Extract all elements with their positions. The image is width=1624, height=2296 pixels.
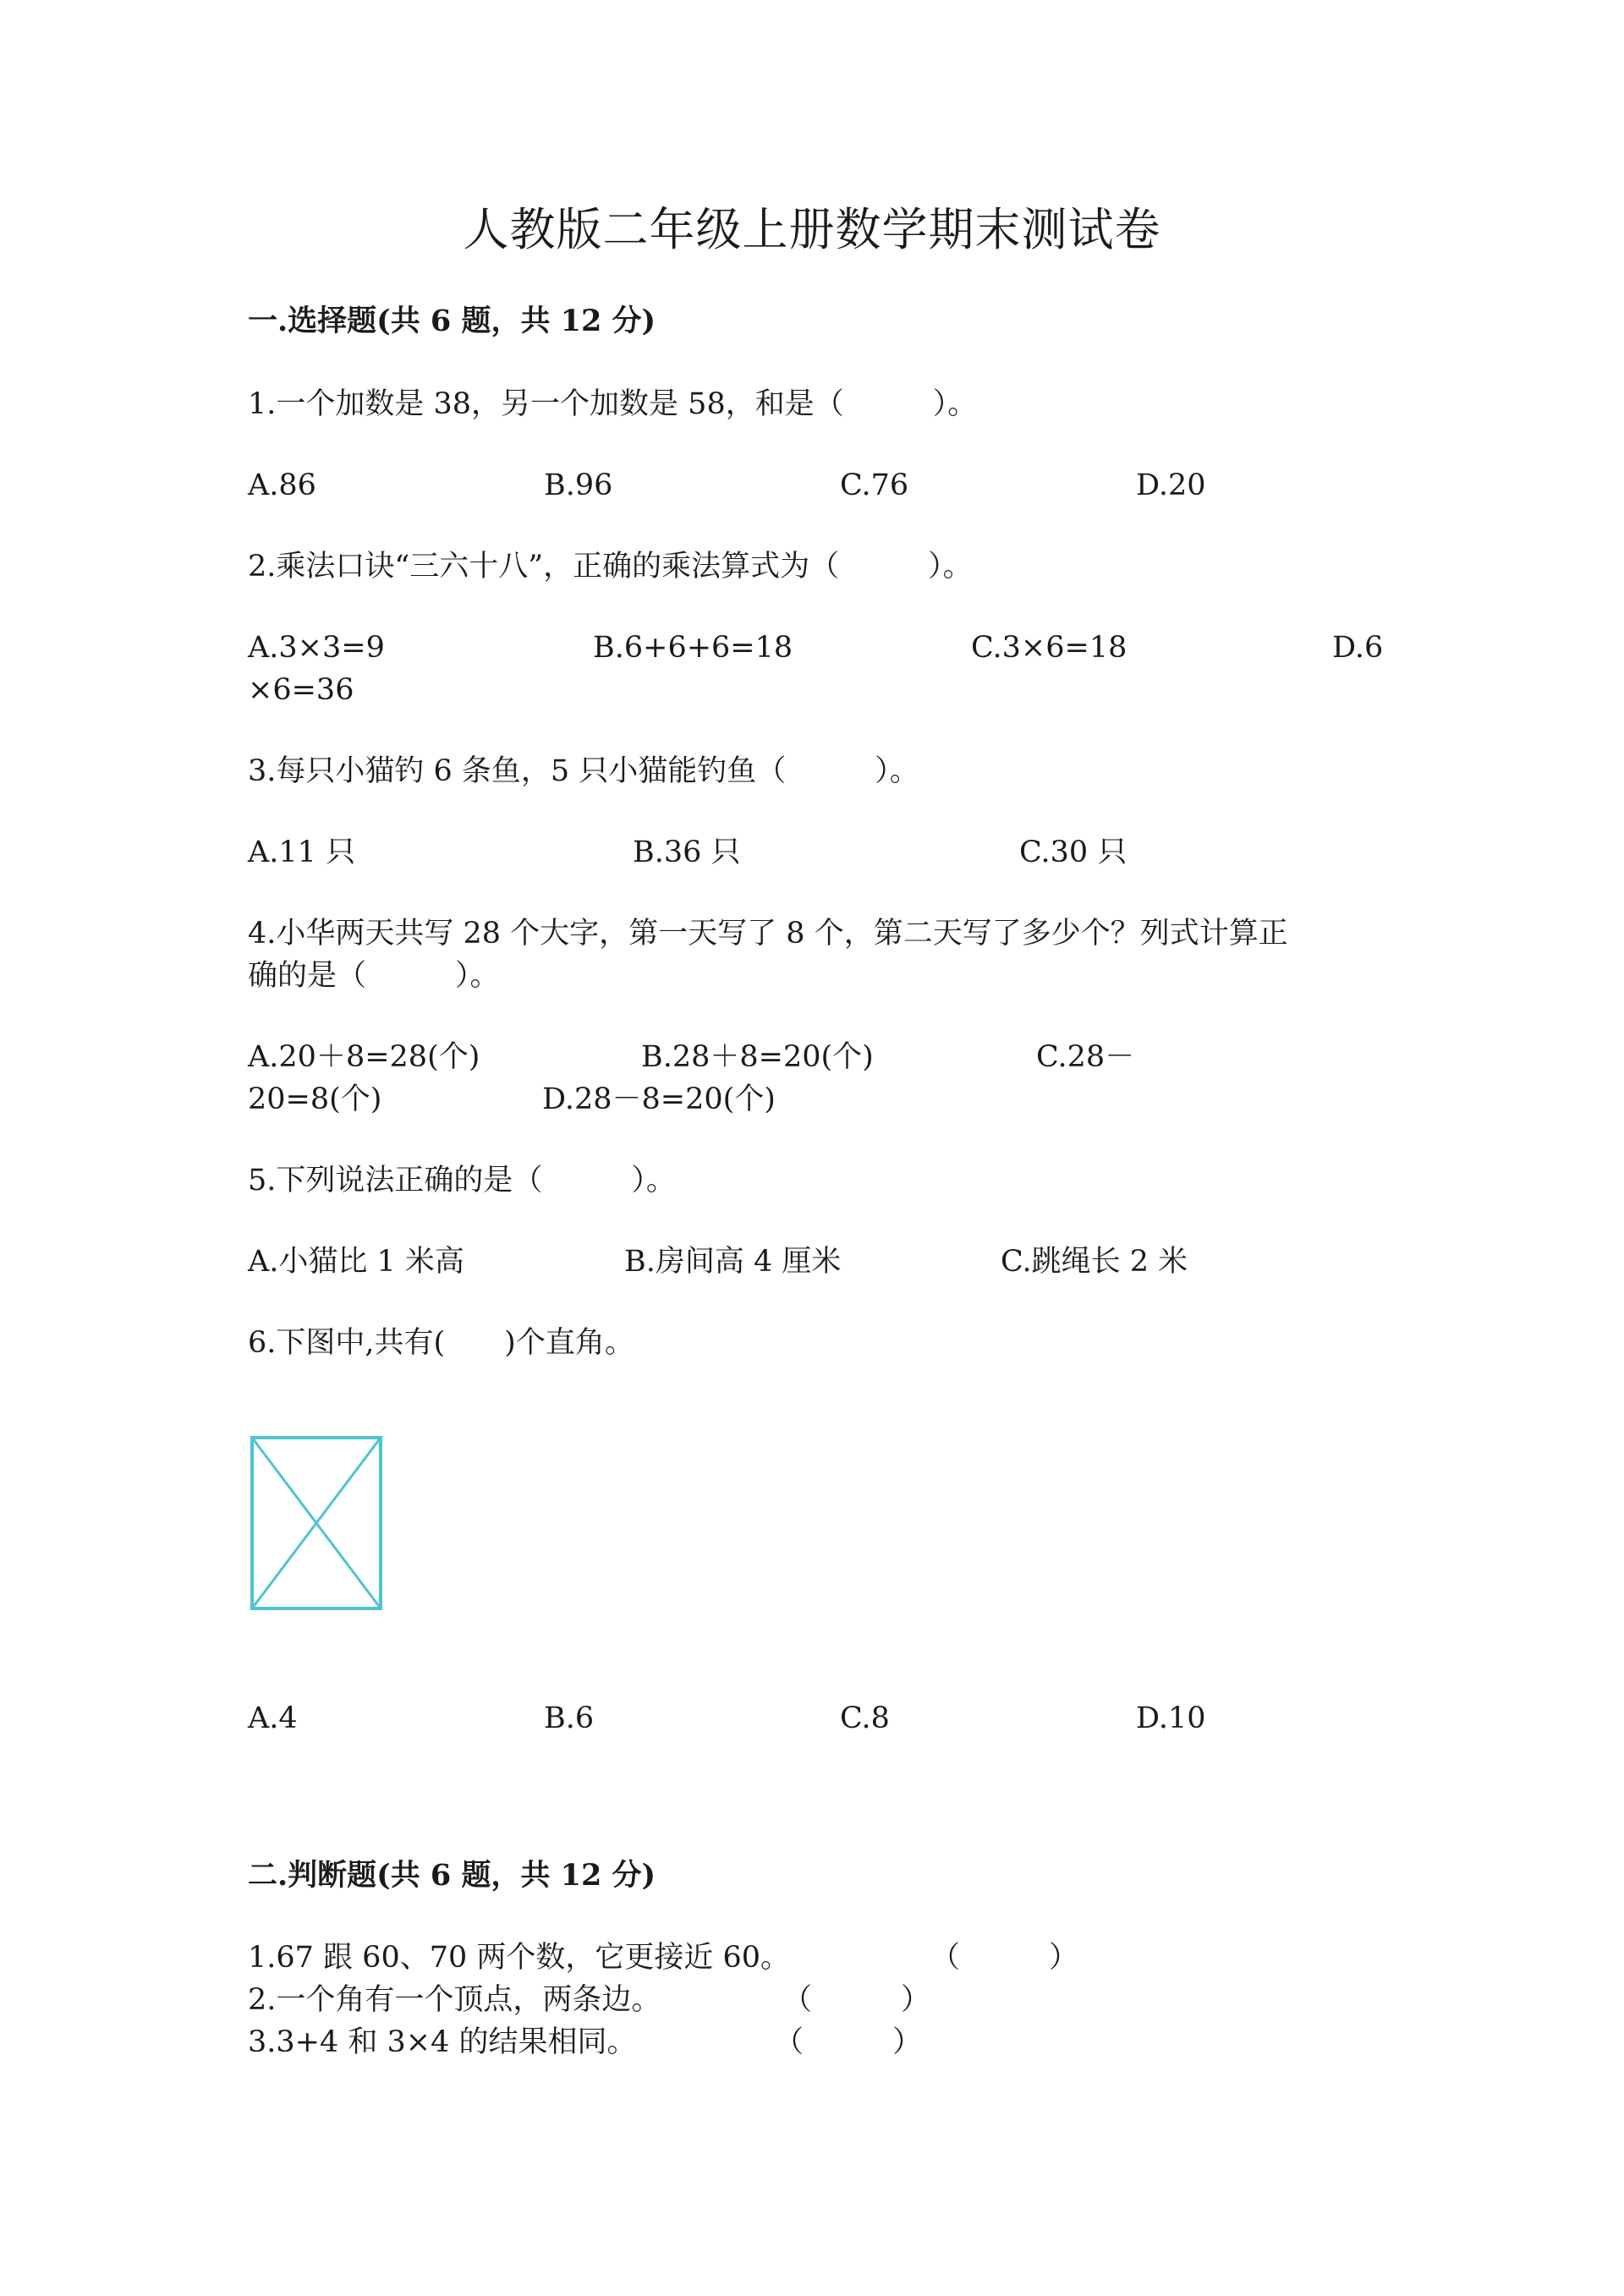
question-4-option-b: B.28＋8=20(个) bbox=[641, 1040, 874, 1074]
judgment-item-1-bracket: （ ） bbox=[930, 1941, 1079, 1975]
question-4-text-line1: 4.小华两天共写 28 个大字，第一天写了 8 个，第二天写了多少个？列式计算正 bbox=[248, 917, 1288, 951]
question-4-option-c-cont: 20=8(个) bbox=[248, 1082, 382, 1116]
question-1-option-d: D.20 bbox=[1136, 469, 1206, 502]
question-1-text: 1.一个加数是 38，另一个加数是 58，和是（ ）。 bbox=[248, 387, 978, 421]
section-heading-true-false: 二.判断题(共 6 题，共 12 分) bbox=[248, 1858, 656, 1893]
question-5-option-c: C.跳绳长 2 米 bbox=[1001, 1245, 1188, 1279]
page-title: 人教版二年级上册数学期末测试卷 bbox=[463, 203, 1161, 256]
question-6-text: 6.下图中,共有( )个直角。 bbox=[248, 1326, 634, 1360]
question-3-text: 3.每只小猫钓 6 条鱼，5 只小猫能钓鱼（ ）。 bbox=[248, 754, 919, 788]
question-5-option-b: B.房间高 4 厘米 bbox=[624, 1245, 842, 1279]
question-4-option-c: C.28－ bbox=[1036, 1040, 1135, 1074]
judgment-item-2-text: 2.一个角有一个顶点，两条边。 bbox=[248, 1983, 661, 2017]
rectangle-diagonals-figure bbox=[249, 1434, 384, 1612]
judgment-item-3-bracket: （ ） bbox=[774, 2025, 923, 2059]
question-5-text: 5.下列说法正确的是（ ）。 bbox=[248, 1164, 676, 1197]
question-3-option-c: C.30 只 bbox=[1019, 836, 1127, 869]
question-3-option-b: B.36 只 bbox=[633, 836, 741, 869]
question-2-option-b: B.6+6+6=18 bbox=[593, 631, 793, 665]
question-1-option-b: B.96 bbox=[544, 469, 613, 502]
judgment-item-1-text: 1.67 跟 60、70 两个数，它更接近 60。 bbox=[248, 1941, 791, 1975]
question-2-option-c: C.3×6=18 bbox=[971, 631, 1127, 665]
judgment-item-3-text: 3.3+4 和 3×4 的结果相同。 bbox=[248, 2025, 637, 2059]
question-3-option-a: A.11 只 bbox=[248, 836, 356, 869]
question-6-option-b: B.6 bbox=[544, 1701, 595, 1735]
question-1-option-c: C.76 bbox=[840, 469, 909, 502]
question-6-option-d: D.10 bbox=[1136, 1701, 1206, 1735]
question-2-option-a: A.3×3=9 bbox=[248, 631, 385, 665]
question-1-option-a: A.86 bbox=[248, 469, 316, 502]
judgment-item-2-bracket: （ ） bbox=[782, 1983, 931, 2017]
question-2-text: 2.乘法口诀“三六十八”，正确的乘法算式为（ ）。 bbox=[248, 550, 973, 584]
question-6-option-a: A.4 bbox=[248, 1701, 298, 1735]
question-4-text-line2: 确的是（ ）。 bbox=[248, 959, 500, 993]
question-2-option-d: D.6 bbox=[1332, 631, 1384, 665]
question-5-option-a: A.小猫比 1 米高 bbox=[248, 1245, 464, 1279]
question-4-option-d: D.28－8=20(个) bbox=[542, 1082, 776, 1116]
question-4-option-a: A.20＋8=28(个) bbox=[248, 1040, 480, 1074]
question-2-option-d-cont: ×6=36 bbox=[248, 673, 354, 707]
question-6-option-c: C.8 bbox=[840, 1701, 890, 1735]
section-heading-choice: 一.选择题(共 6 题，共 12 分) bbox=[248, 304, 656, 338]
